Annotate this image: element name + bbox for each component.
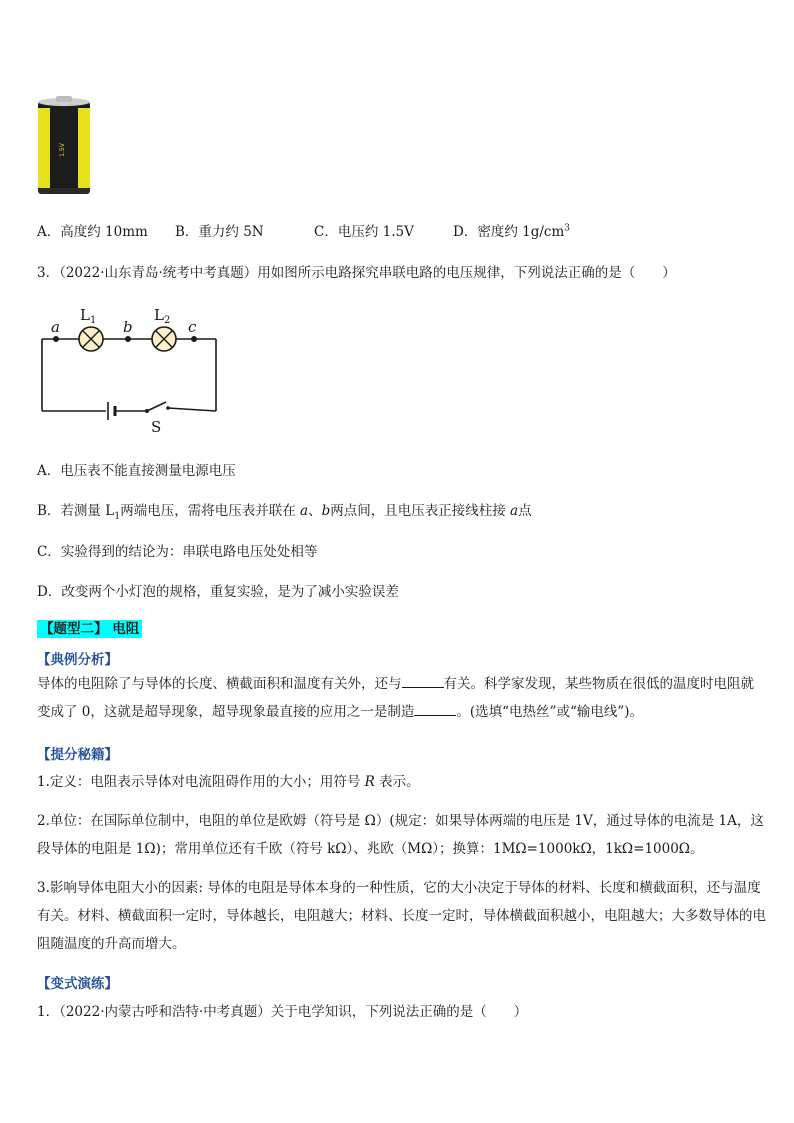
series-circuit-diagram — [36, 298, 226, 438]
node-b — [125, 336, 131, 342]
label-a: a — [51, 318, 60, 336]
answer-blank-1[interactable] — [402, 673, 444, 688]
lamp-l2 — [152, 327, 176, 351]
section-header-resistance: 【题型二】 电阻 — [37, 620, 142, 638]
tips-title: 【提分秘籍】 — [37, 747, 118, 763]
option-b: B．重力约 5N — [175, 224, 264, 240]
practice-title: 【变式演练】 — [37, 976, 118, 992]
battery-image — [34, 96, 94, 196]
label-l2: $L_2$ — [154, 306, 171, 326]
option-a: A．高度约 10mm — [37, 224, 148, 240]
switch-contact — [166, 406, 170, 410]
lamp-l1 — [79, 327, 103, 351]
label-l1: $L_1$ — [80, 306, 97, 326]
label-b: b — [123, 318, 133, 336]
tip-factors: 3.影响导体电阻大小的因素: 导体的电阻是导体本身的一种性质，它的大小决定于导体的材料、长度和横截面积，还与温度有关。材料、横截面积一定时，导体越长，电阻越大；材料、长度一定时，导体横截面积越小，电阻越大；大多数导体的电阻随温度的升高而增大。 — [37, 880, 766, 952]
tip-unit: 2.单位：在国际单位制中，电阻的单位是欧姆（符号是 Ω）(规定：如果导体两端的电压是 1V，通过导体的电流是 1A，这段导体的电阻是 1Ω)；常用单位还有千欧（符号 kΩ）、兆欧（MΩ）；换算：1MΩ=1000kΩ，1kΩ=1000Ω。 — [37, 813, 764, 857]
example-analysis-title: 【典例分析】 — [37, 652, 118, 668]
q3-option-c: C．实验得到的结论为：串联电路电压处处相等 — [37, 544, 318, 560]
q3-option-a: A．电压表不能直接测量电源电压 — [37, 463, 236, 479]
example-analysis-text: 导体的电阻除了与导体的长度、横截面积和温度有关外，还与 有关。科学家发现，某些物质在很低的温度时电阻就变成了 0，这就是超导现象，超导现象最直接的应用之一是制造 。(选填“电热丝”或“输电线”)。 — [37, 670, 767, 726]
option-d: D．密度约 $1g/cm^3$ — [453, 223, 570, 240]
node-a — [53, 336, 59, 342]
label-s: S — [151, 418, 162, 436]
practice-question-1: 1．（2022·内蒙古呼和浩特·中考真题）关于电学知识，下列说法正确的是（ ） — [37, 1004, 528, 1020]
node-c — [191, 336, 197, 342]
label-c: c — [188, 318, 197, 336]
option-c: C．电压约 1.5V — [314, 224, 414, 240]
battery-label: 1.5V — [59, 143, 66, 157]
answer-blank-2[interactable] — [414, 701, 456, 716]
switch-blade — [147, 402, 166, 411]
tip-definition: 1.定义：电阻表示导体对电流阻碍作用的大小；用符号 R 表示。 — [37, 774, 420, 790]
question-3-stem: 3．（2022·山东青岛·统考中考真题）用如图所示电路探究串联电路的电压规律，下列说法正确的是（ ） — [37, 265, 676, 281]
q3-option-d: D．改变两个小灯泡的规格，重复实验，是为了减小实验误差 — [37, 584, 399, 600]
q3-option-b: B．若测量 $L_1$两端电压，需将电压表并联在 a、b两点间，且电压表正接线柱接 a点 — [37, 503, 532, 522]
